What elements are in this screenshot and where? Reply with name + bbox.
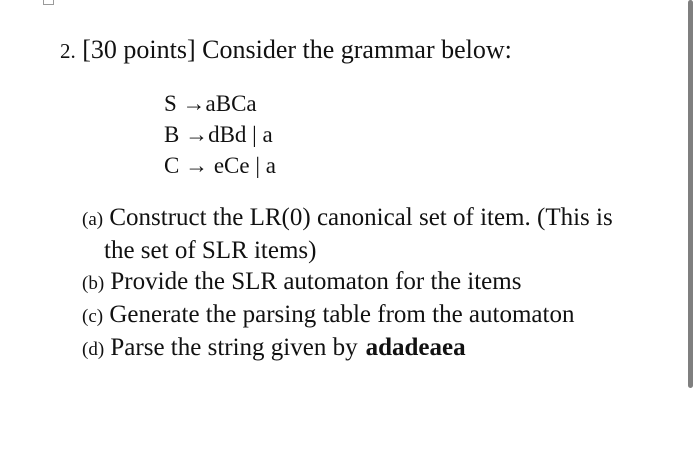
part-a-label: (a) (82, 209, 104, 230)
question-heading (60, 34, 512, 67)
grammar-block (164, 88, 276, 181)
part-c-label: (c) (82, 306, 104, 327)
part-d-input-string: adadeaea (365, 334, 466, 361)
grammar-rule-s: S →aBCa (164, 91, 257, 116)
part-a-text: Construct the LR(0) canonical set of item. (This is (109, 204, 613, 231)
part-d (82, 332, 672, 365)
page-corner-mark (43, 0, 54, 5)
part-b-text: Provide the SLR automaton for the items (110, 268, 522, 295)
grammar-rule-c: C → eCe | a (164, 153, 276, 178)
part-c-text: Generate the parsing table from the automaton (109, 301, 575, 328)
part-b (82, 266, 672, 299)
scrollbar-thumb[interactable] (688, 0, 693, 388)
part-b-label: (b) (82, 273, 105, 294)
question-parts (82, 202, 672, 365)
grammar-rule-b: B →dBd | a (164, 122, 273, 147)
part-d-label: (d) (82, 339, 105, 360)
question-number: 2. (60, 39, 76, 63)
part-a (82, 202, 672, 235)
part-c (82, 299, 672, 332)
vertical-scrollbar[interactable] (688, 0, 696, 470)
part-d-text: Parse the string given by (110, 334, 358, 361)
question-heading-text: [30 points] Consider the grammar below: (82, 35, 512, 64)
part-a-continuation: the set of SLR items) (104, 237, 317, 264)
